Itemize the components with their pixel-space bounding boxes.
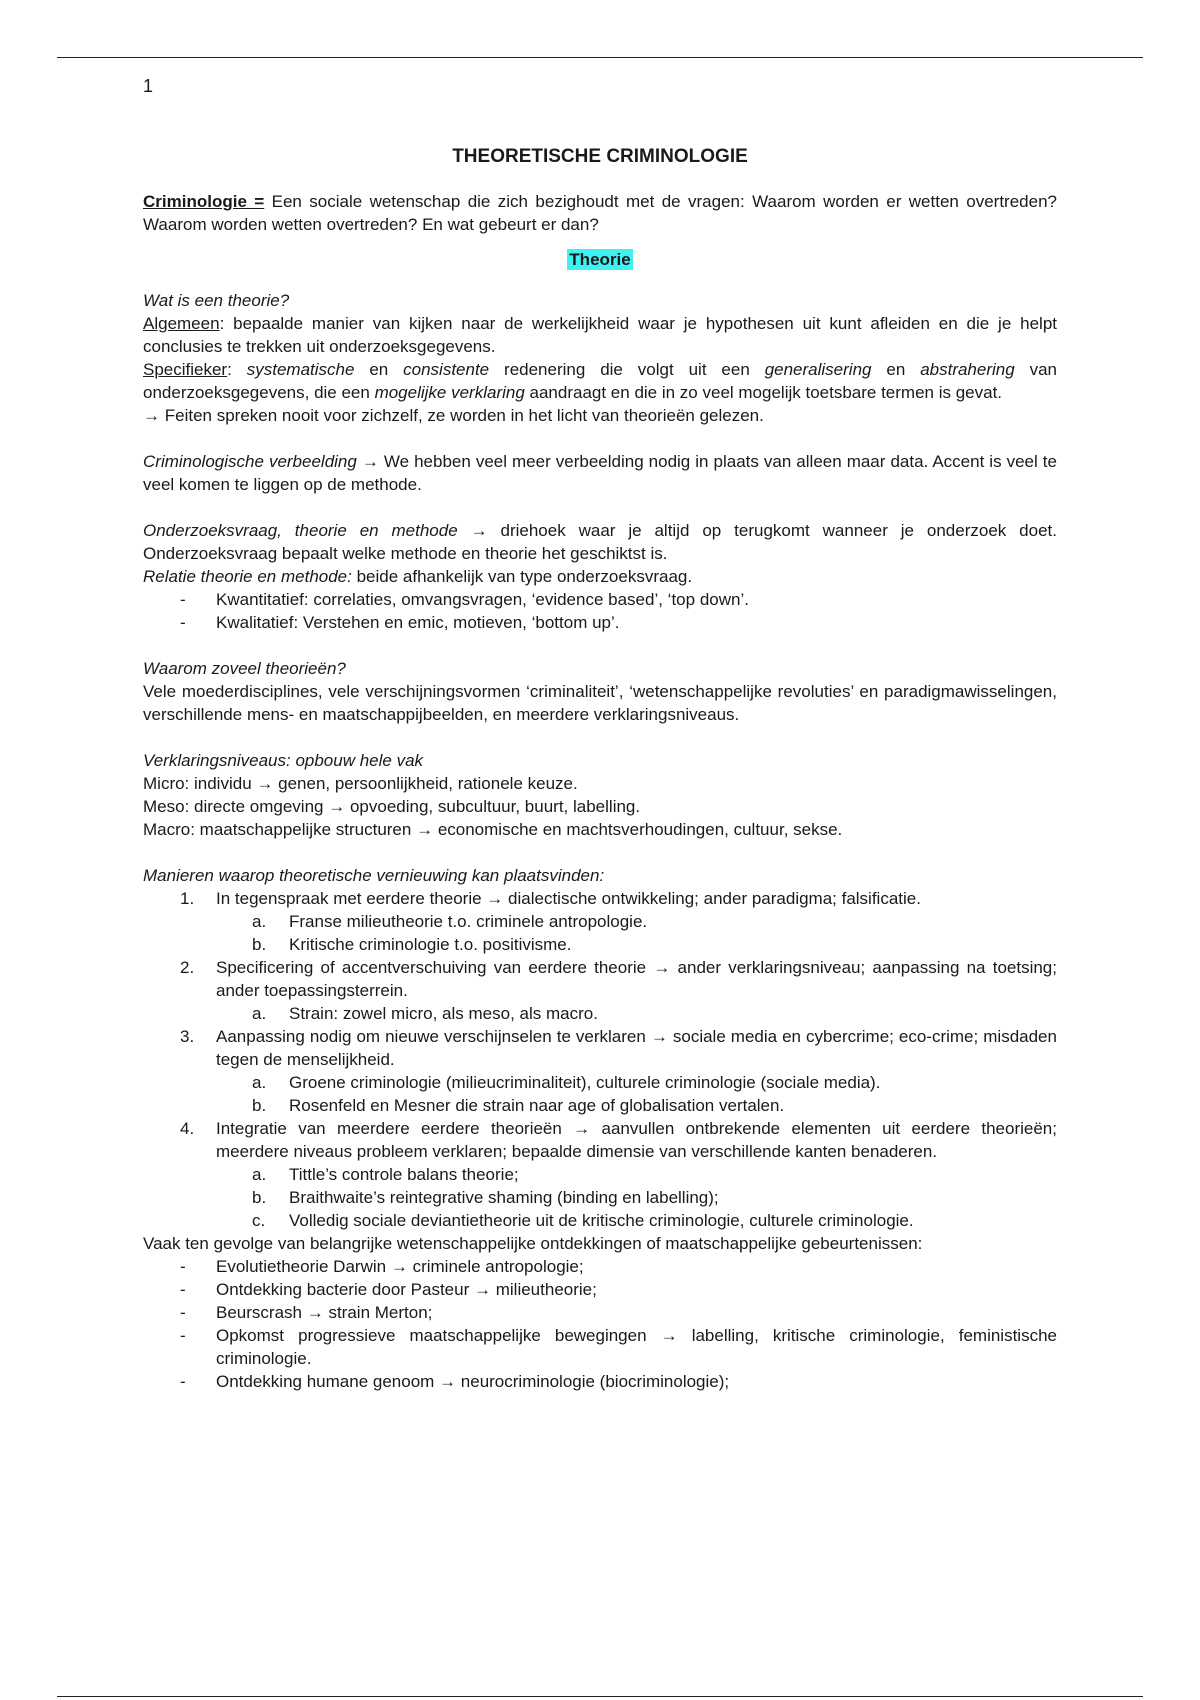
arrow-icon: → [256,774,274,793]
sub-list-item: b. Rosenfeld en Mesner die strain naar age of globalisation vertalen. [252,1096,785,1115]
section-label: Theorie [569,250,631,269]
renewal-list [143,887,1057,1232]
arrow-icon: → [306,1303,324,1322]
imagination-paragraph: Criminologische verbeelding → We hebben veel meer verbeelding nodig in plaats van alleen maar data. Accent is veel te veel komen te liggen op de methode. [143,452,1057,494]
arrow-icon: → [439,1372,457,1391]
level-macro: Macro: maatschappelijke structuren → economische en machtsverhoudingen, cultuur, sekse. [143,820,843,839]
arrow-icon: → [474,1280,491,1299]
arrow-icon: → [573,1119,591,1138]
list-item: - Ontdekking humane genoom → neurocriminologie (biocriminologie); [143,1370,1057,1393]
arrow-icon: → [660,1326,678,1345]
events-list [143,1255,1057,1393]
specific-definition: Specifieker: systematische en consistente redenering die volgt uit een generalisering en abstrahering van onderzoeksgegevens, die een mogelijke verklaring aandraagt en die in zo veel mogelijk toetsbare termen is gevat. [143,360,1058,402]
sub-list-item: a. Groene criminologie (milieucriminaliteit), culturele criminologie (sociale media). [252,1073,881,1092]
list-item: 3. Aanpassing nodig om nieuwe verschijnselen te verklaren → sociale media en cybercrime; eco-crime; misdaden tegen de menselijkheid. a. Groene criminologie (milieucriminaliteit), culturele criminologie (sociale media). b. Rosenfeld en Mesner die strain naar age of globalisation vertalen. [180,1027,1057,1115]
document-body [143,145,1057,1393]
what-is-theory-heading: Wat is een theorie? [143,291,290,310]
method-list [143,588,1057,634]
triangle-paragraph: Onderzoeksvraag, theorie en methode → driehoek waar je altijd op terugkomt wanneer je onderzoek doet. Onderzoeksvraag bepaalt welke methode en theorie het geschiktst is. [143,521,1057,563]
arrow-icon: → [143,406,160,425]
many-theories-heading: Waarom zoveel theorieën? [143,659,346,678]
arrow-icon: → [390,1257,408,1276]
level-micro: Micro: individu → genen, persoonlijkheid, rationele keuze. [143,774,578,793]
page-number: 1 [143,76,154,96]
many-theories-text: Vele moederdisciplines, vele verschijningsvormen ‘criminaliteit’, ‘wetenschappelijke revoluties’ en paradigmawisselingen, verschillende mens- en maatschappijbeelden, en meerdere verklaringsniveaus. [143,682,1057,724]
level-meso: Meso: directe omgeving → opvoeding, subcultuur, buurt, labelling. [143,797,641,816]
arrow-icon: → [328,797,346,816]
arrow-icon: → [653,958,671,977]
arrow-icon: → [416,820,434,839]
intro-paragraph [143,190,1057,236]
sub-list-item: a. Tittle’s controle balans theorie; [252,1165,519,1184]
list-item: - Kwantitatief: correlaties, omvangsvragen, ‘evidence based’, ‘top down’. [143,588,1057,611]
list-item: - Beurscrash → strain Merton; [143,1301,1057,1324]
intro-text: Een sociale wetenschap die zich bezighoudt met de vragen: Waarom worden er wetten overtreden? Waarom worden wetten overtreden? En wat gebeurt er dan? [143,192,1057,234]
arrow-icon: → [486,889,504,908]
list-item: 2. Specificering of accentverschuiving van eerdere theorie → ander verklaringsniveau; aanpassing na toetsing; ander toepassingsterrein. a. Strain: zowel micro, als meso, als macro. [180,958,1057,1023]
sub-list-item: b. Kritische criminologie t.o. positivisme. [252,935,572,954]
intro-term: Criminologie = [143,192,265,211]
list-item: - Evolutietheorie Darwin → criminele antropologie; [143,1255,1057,1278]
page-title: THEORETISCHE CRIMINOLOGIE [452,146,748,167]
events-intro: Vaak ten gevolge van belangrijke wetenschappelijke ontdekkingen of maatschappelijke gebeurtenissen: [143,1234,923,1253]
arrow-icon: → [470,521,488,540]
bottom-rule [57,1696,1143,1697]
general-definition: Algemeen: bepaalde manier van kijken naar de werkelijkheid waar je hypothesen uit kunt afleiden en die je helpt conclusies te trekken uit onderzoeksgegevens. [143,314,1057,356]
sub-list-item: a. Strain: zowel micro, als meso, als macro. [252,1004,598,1023]
section-label-wrap [143,248,1057,271]
sub-list-item: c. Volledig sociale deviantietheorie uit de kritische criminologie, culturele criminologie. [252,1211,914,1230]
arrow-icon: → [361,452,379,471]
relation-paragraph: Relatie theorie en methode: beide afhankelijk van type onderzoeksvraag. [143,567,693,586]
list-item: - Opkomst progressieve maatschappelijke bewegingen → labelling, kritische criminologie, feministische criminologie. [143,1324,1057,1370]
list-item: 4. Integratie van meerdere eerdere theorieën → aanvullen ontbrekende elementen uit eerdere theorieën; meerdere niveaus probleem verklaren; bepaalde dimensie van verschillende kanten benaderen. a. Tittle’s controle balans theorie; b. Braithwaite’s reintegrative shaming (binding en labelling); c. Volledig sociale deviantietheorie uit de kritische criminologie, culturele criminologie. [180,1119,1057,1230]
arrow-icon: → [650,1027,668,1046]
levels-heading: Verklaringsniveaus: opbouw hele vak [143,751,424,770]
list-item: 1. In tegenspraak met eerdere theorie → dialectische ontwikkeling; ander paradigma; falsificatie. a. Franse milieutheorie t.o. criminele antropologie. b. Kritische criminologie t.o. positivisme. [143,887,1057,956]
top-rule [57,57,1143,58]
facts-line: → Feiten spreken nooit voor zichzelf, ze worden in het licht van theorieën gelezen. [143,406,764,425]
sub-list-item: a. Franse milieutheorie t.o. criminele antropologie. [252,912,648,931]
list-item: - Kwalitatief: Verstehen en emic, motieven, ‘bottom up’. [143,611,1057,634]
sub-list-item: b. Braithwaite’s reintegrative shaming (binding en labelling); [252,1188,719,1207]
renewal-heading: Manieren waarop theoretische vernieuwing kan plaatsvinden: [143,866,605,885]
list-item: - Ontdekking bacterie door Pasteur → milieutheorie; [143,1278,1057,1301]
